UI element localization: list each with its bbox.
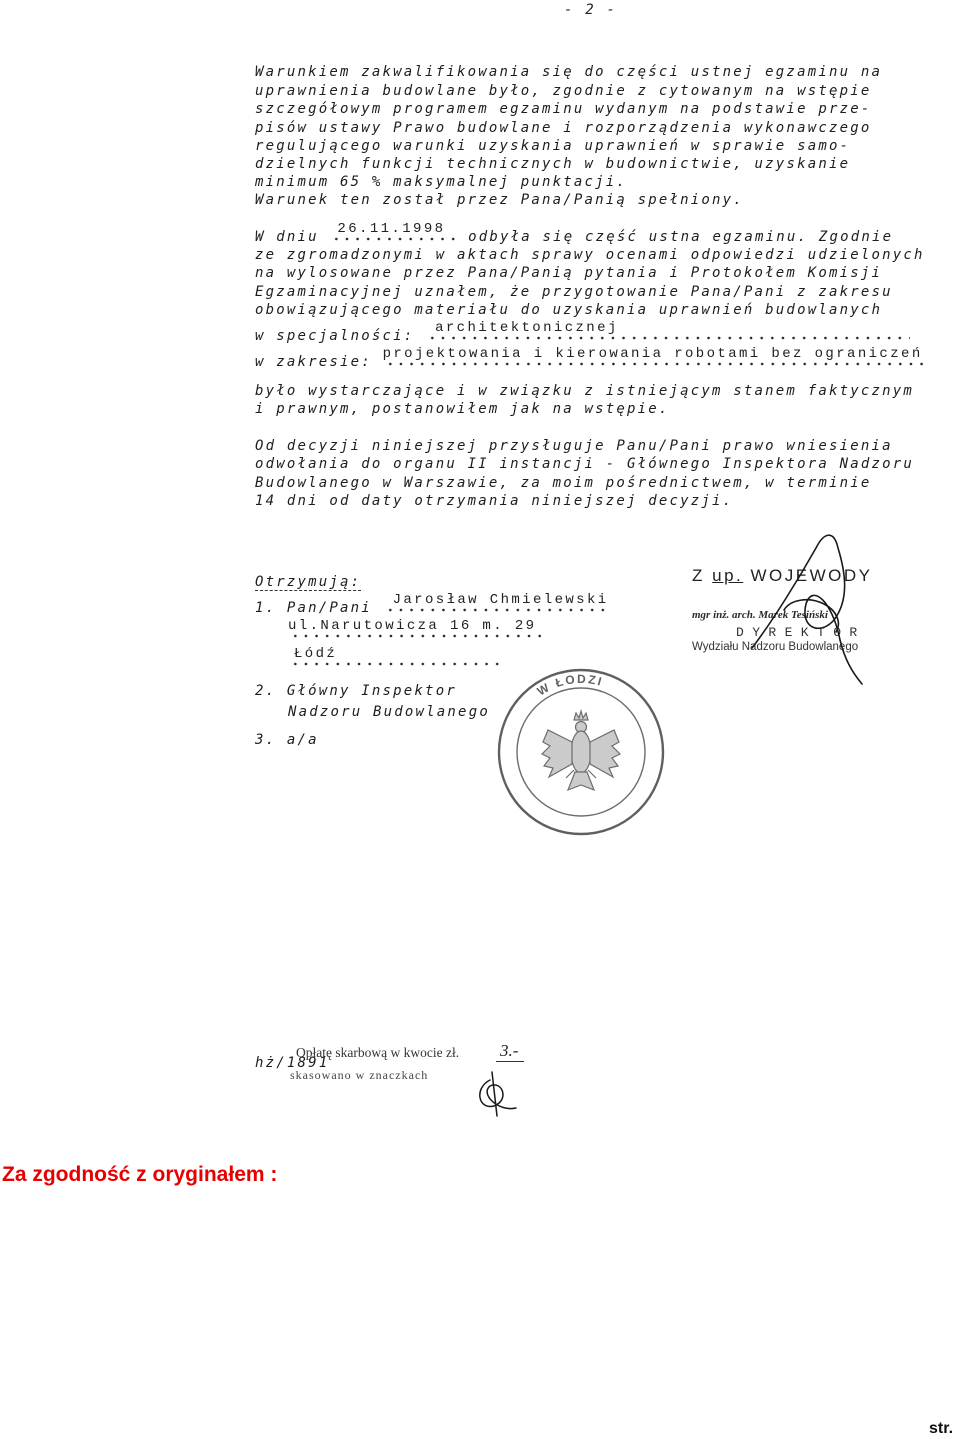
text-line: Warunek ten został przez Pana/Panią spełniony. [255,192,744,208]
scope-value: projektowania i kierowania robotami bez ograniczeń [382,346,923,362]
text-line: i prawnym, postanowiłem jak na wstępie. [255,401,670,417]
page-label: str. [929,1420,954,1437]
scope-label: w zakresie: [255,354,372,370]
recipient-2-line: 2. Główny Inspektor [255,683,457,699]
fee-stamp-amount: 3.- [496,1041,524,1062]
recipient-1-line [255,592,611,617]
recipient-1-street: ul.Narutowicza 16 m. 29 [288,618,537,634]
text-line: 14 dni od daty otrzymania niniejszej decyzji. [255,493,734,509]
seal-text: W ŁODZI [534,671,605,699]
initials-mark [480,1072,516,1116]
signature-prefix: Z [692,566,705,585]
fee-stamp-line-1: Opłatę skarbową w kwocie zł. [296,1045,460,1060]
specialty-line [255,320,910,345]
exam-date-value: 26.11.1998 [337,221,446,237]
certification-note: Za zgodność z oryginałem : [2,1163,278,1186]
svg-text:W ŁODZI [535,672,605,699]
signatory-position: D Y R E K T O R [736,625,858,640]
exam-date-continuation: odbyła się część ustna egzaminu. Zgodnie [468,229,894,245]
signatory-department: Wydziału Nadzoru Budowlanego [692,641,859,653]
exam-date-field [329,221,457,241]
text-line: odwołania do organu II instancji - Głównego Inspektora Nadzoru [255,456,914,472]
recipients-heading: Otrzymują: [255,574,362,590]
recipient-1-label: 1. Pan/Pani [255,600,372,616]
text-line: Warunkiem zakwalifikowania się do części ustnej egzaminu na [255,64,883,80]
recipient-2-line-2: Nadzoru Budowlanego [288,704,490,720]
text-line: ze zgromadzonymi w aktach sprawy ocenami odpowiedzi udzielonych [255,247,925,263]
text-line: Budowlanego w Warszawie, za moim pośrednictwem, w terminie [255,475,872,491]
text-line: było wystarczające i w związku z istniejącym stanem faktycznym [255,383,914,399]
specialty-value: architektonicznej [435,320,619,336]
text-line: minimum 65 % maksymalnej punktacji. [255,174,628,190]
text-line: regulującego warunki uzyskania uprawnień w sprawie samo- [255,138,851,154]
signature-authority [692,566,873,586]
exam-date-label: W dniu [255,229,319,245]
recipient-1-city: Łódź [294,646,338,662]
text-line: uprawnienia budowlane było, zgodnie z cytowanym na wstępie [255,83,872,99]
text-line: pisów ustawy Prawo budowlane i rozporządzenia wykonawczego [255,120,872,136]
recipient-3-line: 3. a/a [255,732,319,748]
recipient-1-city-field [288,646,500,666]
seal-outer-ring [499,670,663,834]
signatory-name: mgr inż. arch. Marek Tesiński [692,609,828,621]
seal-inner-ring [517,688,645,816]
exam-date-line [255,221,894,246]
text-line: obowiązującego materiału do uzyskania uprawnień budowlanych [255,302,883,318]
recipients-heading-line [255,573,361,591]
recipient-1-name-field [383,592,611,612]
signature-on-behalf: up. [712,566,744,585]
scope-line [255,346,923,371]
reference-number: hż/1891 [255,1055,330,1071]
text-line: dzielnych funkcji technicznych w budownictwie, uzyskanie [255,156,851,172]
official-seal [499,670,663,834]
signature-authority-name: WOJEWODY [750,566,873,585]
scope-field [382,346,923,366]
text-line: szczegółowym programem egzaminu wydanym na podstawie prze- [255,101,872,117]
recipient-1-street-field [288,618,544,638]
text-line: Egzaminacyjnej uznałem, że przygotowanie Pana/Pani z zakresu [255,284,893,300]
seal-eagle-emblem [542,711,620,790]
specialty-field [425,320,910,340]
specialty-label: w specjalności: [255,328,415,344]
fee-stamp-line-2: skasowano w znaczkach [290,1068,429,1082]
text-line: Od decyzji niniejszej przysługuje Panu/Pani prawo wniesienia [255,438,893,454]
page-number: - 2 - [564,2,618,18]
recipient-1-name: Jarosław Chmielewski [392,592,609,608]
recipient-1-city-line [288,646,500,671]
text-line: na wylosowane przez Pana/Panią pytania i Protokołem Komisji [255,265,883,281]
recipient-1-street-line [288,618,544,643]
